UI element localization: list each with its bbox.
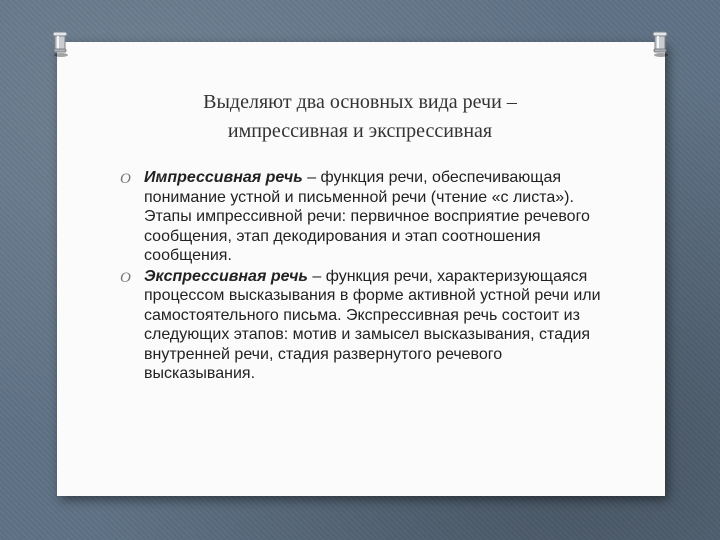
bullet-marker-icon: O [120,171,131,187]
pushpin-icon [648,30,672,58]
bullet-text: – функция речи, характеризующаяся процессом высказывания в форме активной устной речи или самостоятельного письма. Экспрессивная речь состоит из следующих этапов: мотив и замысел высказывания, стадия внутренней речи, стадия развернутого речевого высказывания. [144,267,601,382]
slide-title-line-2: импрессивная и экспрессивная [227,120,493,142]
pushpin-icon [48,30,72,58]
bullet-list [110,168,610,385]
bullet-marker-icon: O [120,269,131,286]
slide-title [0,88,720,146]
slide-title-line-1: Выделяют два основных вида речи – [203,91,517,113]
bullet-term: Экспрессивная речь [144,267,308,285]
bullet-expressive-speech [110,267,610,384]
bullet-text: – функция речи, обеспечивающая понимание устной и письменной речи (чтение «с листа»). Этапы импрессивной речи: первичное восприятие речевого сообщения, этап декодирования и этап соотношения сообщения. [144,169,590,264]
bullet-impressive-speech [110,168,610,266]
bullet-term: Импрессивная речь [144,169,303,186]
